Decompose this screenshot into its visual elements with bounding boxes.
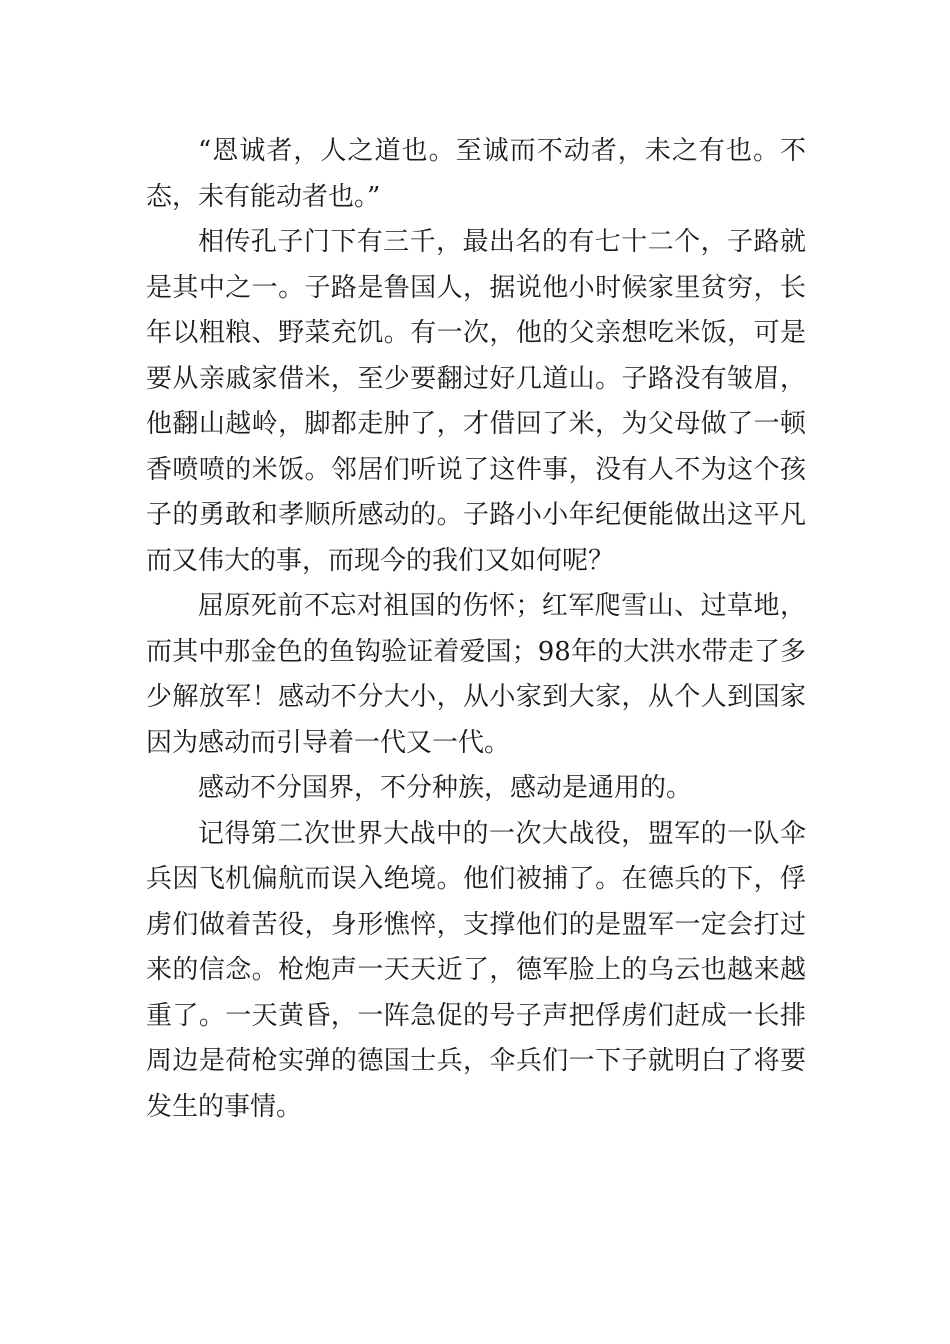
document-body (146, 129, 806, 1130)
paragraph-ww2-story: 记得第二次世界大战中的一次大战役，盟军的一队伞兵因飞机偏航而误入绝境。他们被捕了。在德兵的下，俘虏们做着苦役，身形憔悴，支撑他们的是盟军一定会打过来的信念。枪炮声一天天近了，德军脸上的乌云也越来越重了。一天黄昏，一阵急促的号子声把俘虏们赶成一长排周边是荷枪实弹的德国士兵，伞兵们一下子就明白了将要发生的事情。 (146, 818, 806, 1122)
paragraph-zilu-story: 相传孔子门下有三千，最出名的有七十二个，子路就是其中之一。子路是鲁国人，据说他小时候家里贫穷，长年以粗粮、野菜充饥。有一次，他的父亲想吃米饭，可是要从亲戚家借米，至少要翻过好几道山。子路没有皱眉，他翻山越岭，脚都走肿了，才借回了米，为父母做了一顿香喷喷的米饭。邻居们听说了这件事，没有人不为这个孩子的勇敢和孝顺所感动的。子路小小年纪便能做出这平凡而又伟大的事，而现今的我们又如何呢？ (146, 227, 806, 576)
paragraph-patriotism: 屈原死前不忘对祖国的伤怀；红军爬雪山、过草地，而其中那金色的鱼钩验证着爱国；98年的大洪水带走了多少解放军！感动不分大小，从小家到大家，从个人到国家因为感动而引导着一代又一代。 (146, 591, 806, 758)
paragraph-universal: 感动不分国界，不分种族，感动是通用的。 (198, 773, 693, 803)
paragraph-quote: “恩诚者，人之道也。至诚而不动者，未之有也。不态，未有能动者也。” (146, 136, 806, 212)
